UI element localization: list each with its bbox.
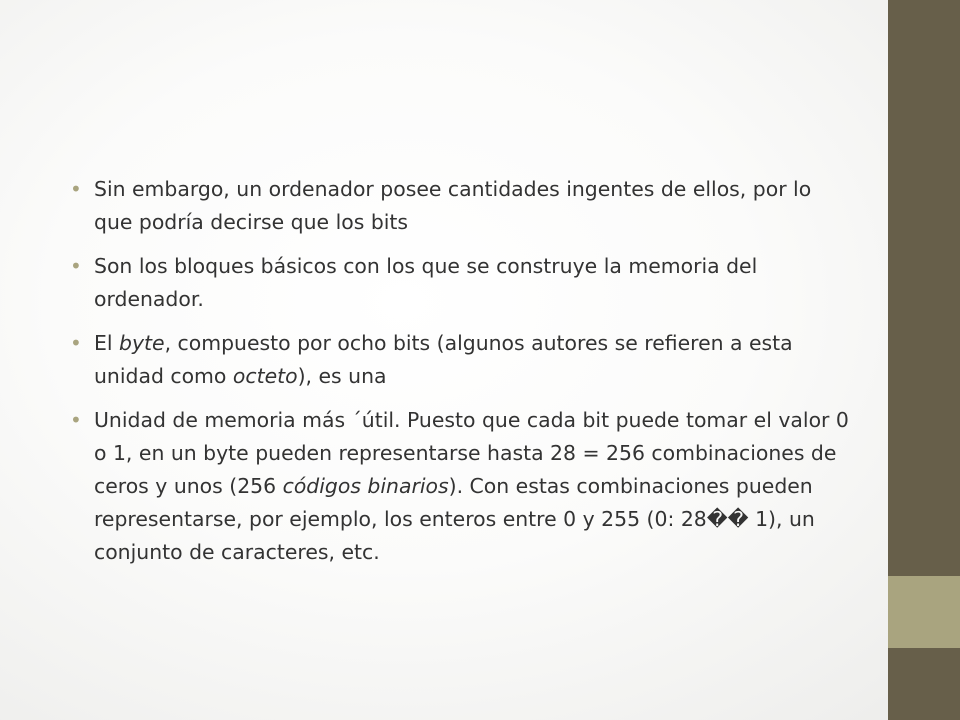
sidebar-decoration-accent — [888, 576, 960, 648]
bullet-text — [94, 177, 811, 234]
bullet-text — [94, 254, 757, 311]
bullet-text — [94, 408, 849, 564]
sidebar-decoration-top — [888, 0, 960, 576]
bullet-dot-icon: • — [70, 331, 82, 355]
bullet-item — [70, 250, 850, 316]
bullet-text-segment: , compuesto por ocho bits (algunos autores se refieren a esta unidad como — [94, 331, 793, 388]
bullet-dot-icon: • — [70, 177, 82, 201]
bullet-dot-icon: • — [70, 254, 82, 278]
bullet-item — [70, 404, 850, 569]
bullet-text-segment: El — [94, 331, 120, 355]
bullet-text-italic: octeto — [232, 364, 298, 388]
bullet-text-segment: ), es una — [297, 364, 387, 388]
slide-body — [70, 173, 850, 580]
bullet-text-segment: ). Con estas combinaciones pueden representarse, por ejemplo, los enteros entre 0 y 255 (0: 28�� 1), un conjunto de caracteres, etc. — [94, 474, 815, 564]
bullet-text-segment: Unidad de memoria más ´útil. Puesto que cada bit puede tomar el valor 0 o 1, en un byte pueden representarse hasta 28 = 256 combinaciones de ceros y unos (256 — [94, 408, 849, 498]
sidebar-decoration-bottom — [888, 648, 960, 720]
bullet-item — [70, 327, 850, 393]
bullet-text-segment: Sin embargo, un ordenador posee cantidades ingentes de ellos, por lo que podría decirse que los bits — [94, 177, 812, 234]
bullet-list — [70, 173, 850, 569]
bullet-dot-icon: • — [70, 408, 82, 432]
bullet-item — [70, 173, 850, 239]
bullet-text-segment: Son los bloques básicos con los que se construye la memoria del ordenador. — [94, 254, 758, 311]
bullet-text-italic: byte — [119, 331, 165, 355]
bullet-text — [94, 331, 793, 388]
bullet-text-italic: códigos binarios — [282, 474, 449, 498]
